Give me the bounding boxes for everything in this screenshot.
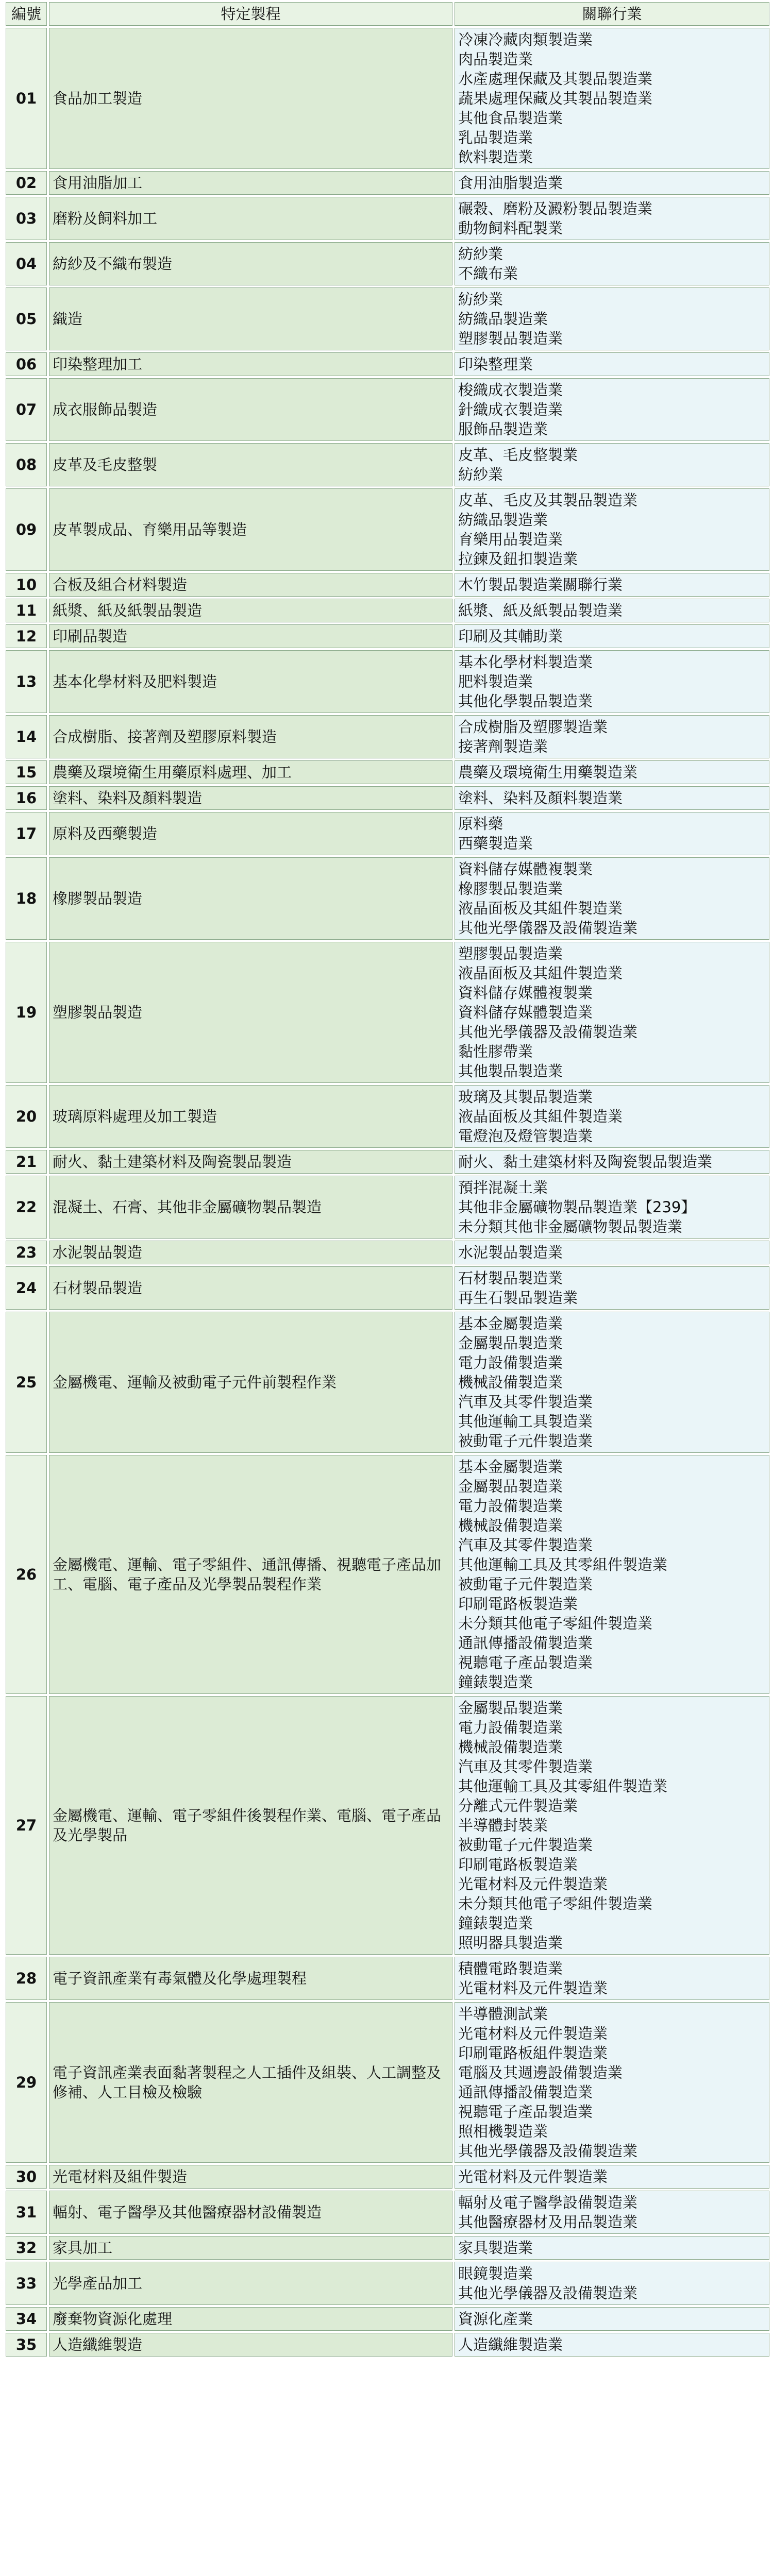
process-name: 合成樹脂、接著劑及塑膠原料製造 xyxy=(49,715,452,758)
row-number: 04 xyxy=(6,242,47,285)
industry-list xyxy=(455,488,769,571)
industry-item: 皮革、毛皮整製業 xyxy=(458,446,578,464)
industry-item: 人造纖維製造業 xyxy=(458,2336,563,2353)
industry-item: 原料藥 xyxy=(458,815,503,833)
industry-list xyxy=(455,942,769,1083)
table-row xyxy=(6,1455,769,1694)
row-number: 17 xyxy=(6,812,47,855)
table-row xyxy=(6,573,769,597)
industry-item: 金屬製品製造業 xyxy=(458,1334,563,1352)
table-row xyxy=(6,760,769,784)
industry-item: 動物飼料配製業 xyxy=(458,219,563,237)
table-row xyxy=(6,1085,769,1148)
industry-item: 紡織品製造業 xyxy=(458,310,548,328)
row-number: 35 xyxy=(6,2333,47,2357)
industry-item: 皮革、毛皮及其製品製造業 xyxy=(458,492,638,509)
row-number: 34 xyxy=(6,2307,47,2331)
row-number: 18 xyxy=(6,857,47,940)
row-number: 07 xyxy=(6,378,47,441)
table-row xyxy=(6,287,769,350)
row-number: 02 xyxy=(6,171,47,195)
industry-item: 鐘錶製造業 xyxy=(458,1914,533,1932)
industry-item: 再生石製品製造業 xyxy=(458,1289,578,1307)
table-row xyxy=(6,624,769,648)
process-name: 紡紗及不織布製造 xyxy=(49,242,452,285)
table-row xyxy=(6,715,769,758)
row-number: 14 xyxy=(6,715,47,758)
table-row xyxy=(6,2191,769,2234)
row-number: 32 xyxy=(6,2236,47,2260)
industry-item: 其他化學製品製造業 xyxy=(458,692,593,710)
industry-item: 機械設備製造業 xyxy=(458,1738,563,1756)
row-number: 33 xyxy=(6,2262,47,2305)
industry-item: 其他光學儀器及設備製造業 xyxy=(458,2284,638,2302)
industry-item: 印刷電路板製造業 xyxy=(458,1595,578,1613)
process-name: 金屬機電、運輸、電子零組件、通訊傳播、視聽電子產品加工、電腦、電子產品及光學製品製程作業 xyxy=(49,1455,452,1694)
process-name: 水泥製品製造 xyxy=(49,1241,452,1264)
process-name: 人造纖維製造 xyxy=(49,2333,452,2357)
process-name: 石材製品製造 xyxy=(49,1266,452,1310)
industry-item: 視聽電子產品製造業 xyxy=(458,2103,593,2121)
industry-item: 紡紗業 xyxy=(458,466,503,483)
table-row xyxy=(6,28,769,169)
industry-item: 被動電子元件製造業 xyxy=(458,1432,593,1450)
table-row xyxy=(6,242,769,285)
industry-item: 塗料、染料及顏料製造業 xyxy=(458,789,623,807)
industry-item: 乳品製造業 xyxy=(458,129,533,146)
process-name: 織造 xyxy=(49,287,452,350)
industry-list xyxy=(455,352,769,376)
industry-item: 資料儲存媒體複製業 xyxy=(458,984,593,1002)
industry-item: 印刷電路板製造業 xyxy=(458,1856,578,1873)
industry-list xyxy=(455,857,769,940)
row-number: 09 xyxy=(6,488,47,571)
table-row xyxy=(6,2262,769,2305)
industry-item: 視聽電子產品製造業 xyxy=(458,1654,593,1671)
industry-item: 塑膠製品製造業 xyxy=(458,330,563,347)
industry-item: 接著劑製造業 xyxy=(458,738,548,755)
industry-item: 通訊傳播設備製造業 xyxy=(458,2083,593,2101)
process-name: 電子資訊產業表面黏著製程之人工插件及組裝、人工調整及修補、人工目檢及檢驗 xyxy=(49,2002,452,2163)
process-name: 耐火、黏土建築材料及陶瓷製品製造 xyxy=(49,1150,452,1174)
industry-item: 肥料製造業 xyxy=(458,673,533,690)
industry-item: 家具製造業 xyxy=(458,2239,533,2257)
table-row xyxy=(6,812,769,855)
industry-item: 梭織成衣製造業 xyxy=(458,381,563,399)
industry-list xyxy=(455,1241,769,1264)
industry-item: 未分類其他電子零組件製造業 xyxy=(458,1615,653,1632)
header-process: 特定製程 xyxy=(49,2,452,26)
industry-list xyxy=(455,650,769,713)
row-number: 20 xyxy=(6,1085,47,1148)
industry-item: 其他光學儀器及設備製造業 xyxy=(458,919,638,937)
industry-item: 被動電子元件製造業 xyxy=(458,1836,593,1854)
industry-list xyxy=(455,599,769,622)
row-number: 22 xyxy=(6,1176,47,1239)
industry-item: 紙漿、紙及紙製品製造業 xyxy=(458,602,623,619)
row-number: 08 xyxy=(6,443,47,486)
row-number: 10 xyxy=(6,573,47,597)
industry-list xyxy=(455,1085,769,1148)
specific-process-table xyxy=(4,0,771,2359)
process-name: 塑膠製品製造 xyxy=(49,942,452,1083)
process-name: 家具加工 xyxy=(49,2236,452,2260)
industry-item: 汽車及其零件製造業 xyxy=(458,1758,593,1775)
industry-item: 食用油脂製造業 xyxy=(458,174,563,192)
industry-item: 西藥製造業 xyxy=(458,835,533,852)
process-name: 食用油脂加工 xyxy=(49,171,452,195)
industry-item: 未分類其他非金屬礦物製品製造業 xyxy=(458,1218,683,1235)
row-number: 24 xyxy=(6,1266,47,1310)
industry-list xyxy=(455,378,769,441)
table-row xyxy=(6,378,769,441)
process-name: 橡膠製品製造 xyxy=(49,857,452,940)
industry-list xyxy=(455,760,769,784)
industry-item: 玻璃及其製品製造業 xyxy=(458,1088,593,1106)
industry-item: 黏性膠帶業 xyxy=(458,1043,533,1060)
industry-item: 紡織品製造業 xyxy=(458,511,548,529)
process-name: 輻射、電子醫學及其他醫療器材設備製造 xyxy=(49,2191,452,2234)
row-number: 12 xyxy=(6,624,47,648)
header-industry: 關聯行業 xyxy=(455,2,769,26)
process-name: 合板及組合材料製造 xyxy=(49,573,452,597)
table-body xyxy=(6,28,769,2357)
row-number: 30 xyxy=(6,2165,47,2189)
row-number: 25 xyxy=(6,1312,47,1453)
process-name: 食品加工製造 xyxy=(49,28,452,169)
industry-item: 通訊傳播設備製造業 xyxy=(458,1634,593,1652)
row-number: 06 xyxy=(6,352,47,376)
industry-item: 金屬製品製造業 xyxy=(458,1699,563,1717)
industry-item: 資源化產業 xyxy=(458,2310,533,2328)
industry-item: 液晶面板及其組件製造業 xyxy=(458,964,623,982)
table-row xyxy=(6,1312,769,1453)
industry-item: 積體電路製造業 xyxy=(458,1960,563,1977)
process-name: 金屬機電、運輸、電子零組件後製程作業、電腦、電子產品及光學製品 xyxy=(49,1696,452,1955)
industry-item: 資料儲存媒體製造業 xyxy=(458,1004,593,1021)
table-row xyxy=(6,599,769,622)
table-row xyxy=(6,857,769,940)
industry-item: 照明器具製造業 xyxy=(458,1934,563,1952)
process-name: 廢棄物資源化處理 xyxy=(49,2307,452,2331)
industry-item: 機械設備製造業 xyxy=(458,1517,563,1534)
industry-item: 拉鍊及鈕扣製造業 xyxy=(458,550,578,568)
process-name: 玻璃原料處理及加工製造 xyxy=(49,1085,452,1148)
industry-item: 服飾品製造業 xyxy=(458,420,548,438)
table-row xyxy=(6,1176,769,1239)
industry-item: 印染整理業 xyxy=(458,355,533,373)
industry-item: 光電材料及元件製造業 xyxy=(458,1979,608,1997)
table-row xyxy=(6,2236,769,2260)
table-row xyxy=(6,2165,769,2189)
industry-list xyxy=(455,1176,769,1239)
industry-item: 基本金屬製造業 xyxy=(458,1315,563,1332)
industry-item: 分離式元件製造業 xyxy=(458,1797,578,1815)
industry-list xyxy=(455,1957,769,2000)
industry-item: 冷凍冷藏肉類製造業 xyxy=(458,31,593,48)
table-row xyxy=(6,1696,769,1955)
industry-item: 其他製品製造業 xyxy=(458,1062,563,1080)
industry-item: 資料儲存媒體複製業 xyxy=(458,860,593,878)
industry-item: 金屬製品製造業 xyxy=(458,1478,563,1495)
table-row xyxy=(6,1957,769,2000)
industry-list xyxy=(455,2236,769,2260)
table-row xyxy=(6,2307,769,2331)
row-number: 21 xyxy=(6,1150,47,1174)
industry-item: 電燈泡及燈管製造業 xyxy=(458,1127,593,1145)
row-number: 26 xyxy=(6,1455,47,1694)
process-name: 磨粉及飼料加工 xyxy=(49,197,452,240)
industry-item: 電力設備製造業 xyxy=(458,1719,563,1736)
industry-list xyxy=(455,1150,769,1174)
industry-list xyxy=(455,2333,769,2357)
industry-item: 半導體封裝業 xyxy=(458,1817,548,1834)
process-name: 成衣服飾品製造 xyxy=(49,378,452,441)
industry-list xyxy=(455,573,769,597)
table-row xyxy=(6,197,769,240)
industry-item: 石材製品製造業 xyxy=(458,1269,563,1287)
process-name: 紙漿、紙及紙製品製造 xyxy=(49,599,452,622)
process-name: 原料及西藥製造 xyxy=(49,812,452,855)
table-row xyxy=(6,650,769,713)
table-row xyxy=(6,1241,769,1264)
industry-item: 照相機製造業 xyxy=(458,2123,548,2140)
industry-item: 其他運輸工具及其零組件製造業 xyxy=(458,1556,668,1573)
industry-item: 農藥及環境衛生用藥製造業 xyxy=(458,764,638,781)
industry-list xyxy=(455,443,769,486)
process-name: 基本化學材料及肥料製造 xyxy=(49,650,452,713)
process-name: 皮革及毛皮整製 xyxy=(49,443,452,486)
industry-item: 其他醫療器材及用品製造業 xyxy=(458,2213,638,2231)
row-number: 05 xyxy=(6,287,47,350)
table-row xyxy=(6,2333,769,2357)
table-row xyxy=(6,786,769,810)
industry-item: 合成樹脂及塑膠製造業 xyxy=(458,718,608,736)
industry-item: 鐘錶製造業 xyxy=(458,1673,533,1691)
process-name: 光學產品加工 xyxy=(49,2262,452,2305)
table-row xyxy=(6,942,769,1083)
industry-item: 基本化學材料製造業 xyxy=(458,653,593,671)
industry-item: 其他非金屬礦物製品製造業【239】 xyxy=(458,1198,696,1216)
industry-item: 印刷及其輔助業 xyxy=(458,628,563,645)
row-number: 31 xyxy=(6,2191,47,2234)
row-number: 13 xyxy=(6,650,47,713)
industry-item: 電腦及其週邊設備製造業 xyxy=(458,2064,623,2081)
header-number: 編號 xyxy=(6,2,47,26)
industry-item: 水泥製品製造業 xyxy=(458,1244,563,1261)
row-number: 15 xyxy=(6,760,47,784)
row-number: 01 xyxy=(6,28,47,169)
industry-item: 水產處理保藏及其製品製造業 xyxy=(458,70,653,88)
industry-item: 半導體測試業 xyxy=(458,2005,548,2023)
process-name: 電子資訊產業有毒氣體及化學處理製程 xyxy=(49,1957,452,2000)
table-row xyxy=(6,352,769,376)
industry-item: 木竹製品製造業關聯行業 xyxy=(458,576,623,594)
industry-item: 不織布業 xyxy=(458,265,518,282)
table-row xyxy=(6,488,769,571)
industry-item: 橡膠製品製造業 xyxy=(458,880,563,897)
industry-list xyxy=(455,1312,769,1453)
industry-item: 其他運輸工具製造業 xyxy=(458,1413,593,1430)
industry-list xyxy=(455,242,769,285)
header-row xyxy=(6,2,769,26)
industry-item: 液晶面板及其組件製造業 xyxy=(458,1108,623,1125)
industry-item: 機械設備製造業 xyxy=(458,1374,563,1391)
process-name: 農藥及環境衛生用藥原料處理、加工 xyxy=(49,760,452,784)
table-row xyxy=(6,2002,769,2163)
row-number: 11 xyxy=(6,599,47,622)
table-row xyxy=(6,1150,769,1174)
row-number: 19 xyxy=(6,942,47,1083)
process-name: 塗料、染料及顏料製造 xyxy=(49,786,452,810)
industry-list xyxy=(455,2165,769,2189)
industry-list xyxy=(455,287,769,350)
industry-list xyxy=(455,786,769,810)
process-name: 混凝土、石膏、其他非金屬礦物製品製造 xyxy=(49,1176,452,1239)
process-name: 皮革製成品、育樂用品等製造 xyxy=(49,488,452,571)
row-number: 16 xyxy=(6,786,47,810)
industry-item: 汽車及其零件製造業 xyxy=(458,1536,593,1554)
table-row xyxy=(6,443,769,486)
process-name: 印刷品製造 xyxy=(49,624,452,648)
industry-item: 其他光學儀器及設備製造業 xyxy=(458,1023,638,1041)
industry-item: 印刷電路板組件製造業 xyxy=(458,2044,608,2062)
industry-item: 光電材料及元件製造業 xyxy=(458,1875,608,1893)
industry-item: 飲料製造業 xyxy=(458,148,533,166)
industry-item: 光電材料及元件製造業 xyxy=(458,2025,608,2042)
industry-item: 碾穀、磨粉及澱粉製品製造業 xyxy=(458,200,653,217)
industry-list xyxy=(455,624,769,648)
process-name: 印染整理加工 xyxy=(49,352,452,376)
table-row xyxy=(6,1266,769,1310)
industry-list xyxy=(455,812,769,855)
industry-list xyxy=(455,2002,769,2163)
industry-item: 基本金屬製造業 xyxy=(458,1458,563,1476)
industry-list xyxy=(455,1455,769,1694)
industry-item: 汽車及其零件製造業 xyxy=(458,1393,593,1411)
row-number: 28 xyxy=(6,1957,47,2000)
industry-item: 其他食品製造業 xyxy=(458,109,563,127)
row-number: 23 xyxy=(6,1241,47,1264)
industry-item: 針織成衣製造業 xyxy=(458,401,563,418)
industry-list xyxy=(455,28,769,169)
industry-list xyxy=(455,2307,769,2331)
industry-item: 輻射及電子醫學設備製造業 xyxy=(458,2194,638,2211)
industry-list xyxy=(455,1696,769,1955)
industry-item: 塑膠製品製造業 xyxy=(458,945,563,962)
row-number: 03 xyxy=(6,197,47,240)
industry-list xyxy=(455,2262,769,2305)
industry-item: 育樂用品製造業 xyxy=(458,531,563,548)
industry-list xyxy=(455,1266,769,1310)
row-number: 27 xyxy=(6,1696,47,1955)
industry-list xyxy=(455,197,769,240)
industry-item: 液晶面板及其組件製造業 xyxy=(458,900,623,917)
industry-item: 紡紗業 xyxy=(458,291,503,308)
industry-item: 光電材料及元件製造業 xyxy=(458,2168,608,2185)
industry-item: 電力設備製造業 xyxy=(458,1354,563,1371)
industry-item: 耐火、黏土建築材料及陶瓷製品製造業 xyxy=(458,1153,713,1171)
industry-item: 蔬果處理保藏及其製品製造業 xyxy=(458,90,653,107)
row-number: 29 xyxy=(6,2002,47,2163)
industry-item: 電力設備製造業 xyxy=(458,1497,563,1515)
table-row xyxy=(6,171,769,195)
industry-list xyxy=(455,171,769,195)
process-name: 金屬機電、運輸及被動電子元件前製程作業 xyxy=(49,1312,452,1453)
industry-list xyxy=(455,2191,769,2234)
industry-item: 未分類其他電子零組件製造業 xyxy=(458,1895,653,1912)
industry-item: 眼鏡製造業 xyxy=(458,2265,533,2282)
industry-item: 紡紗業 xyxy=(458,245,503,263)
industry-item: 其他運輸工具及其零組件製造業 xyxy=(458,1777,668,1795)
industry-item: 其他光學儀器及設備製造業 xyxy=(458,2142,638,2160)
industry-item: 預拌混凝土業 xyxy=(458,1179,548,1196)
industry-item: 肉品製造業 xyxy=(458,50,533,68)
industry-list xyxy=(455,715,769,758)
industry-item: 被動電子元件製造業 xyxy=(458,1575,593,1593)
process-name: 光電材料及組件製造 xyxy=(49,2165,452,2189)
